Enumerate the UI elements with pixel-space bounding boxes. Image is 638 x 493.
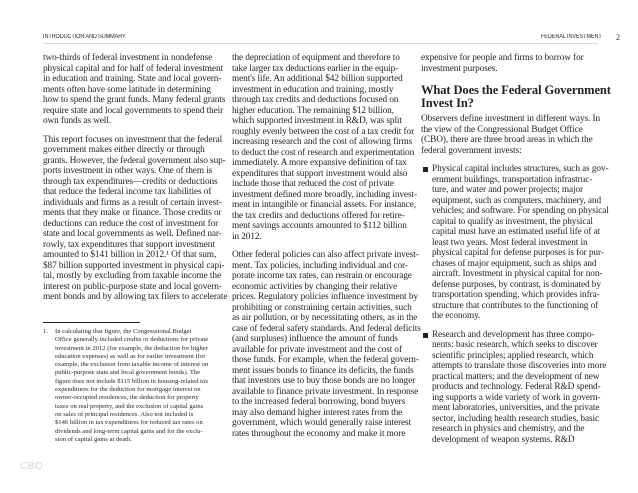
text-line: economic activities by changing their relative — [232, 281, 398, 292]
text-line: may also demand higher interest rates from the — [232, 407, 403, 418]
text-line: Research and development has three compo- — [432, 329, 595, 340]
text-line: ment in intangible or financial assets. For instance, — [232, 200, 416, 210]
text-line: the economy. — [432, 311, 481, 321]
text-line: require state and local governments to spend their — [43, 105, 224, 116]
text-line: capital must have an estimated useful life of at — [432, 227, 601, 237]
bullet-item — [421, 329, 607, 446]
text-line: how to spend the grant funds. Many federal grants — [43, 95, 226, 105]
text-line: deductions can reduce the cost of investment for — [43, 218, 219, 229]
text-line: state and local governments as well. Defined nar- — [43, 229, 222, 239]
text-line: that reduce the federal income tax liabilities of — [43, 187, 212, 197]
text-line: rates throughout the economy and make it more — [232, 428, 406, 439]
text-line: immediately. A more expansive definition of tax — [232, 158, 407, 168]
text-line: dividends and long-term capital gains and for the exclu- — [55, 427, 203, 435]
text-line: case of federal safety standards. And federal deficits — [232, 323, 421, 334]
text-line: include those that reduced the cost of private — [232, 179, 394, 189]
text-line: the tax credits and deductions offered for retire- — [232, 210, 405, 221]
text-line: ernment buildings, transportation infrastruc- — [432, 174, 593, 185]
text-line: example, the exclusion from taxable income of interest on — [55, 361, 209, 369]
running-header-section: INTRODUCTION AND SUMMARY — [43, 34, 126, 40]
text-line: individuals and firms as a result of certain invest- — [43, 197, 222, 208]
footnote-rule — [43, 322, 140, 323]
footnote-number: 1. — [43, 328, 48, 335]
text-line: through tax credits and deductions focused on — [232, 95, 399, 105]
text-line: increasing research and the cost of allowing firms — [232, 137, 413, 147]
footnote-text — [55, 328, 208, 444]
text-line: sector, including health research studies, basic — [432, 413, 600, 424]
text-line: (and surpluses) influence the amount of funds — [232, 334, 398, 344]
text-line: two-thirds of federal investment in nondefense — [43, 53, 213, 63]
text-line: take larger tax deductions earlier in the equip- — [232, 63, 399, 74]
text-line: ments often have some latitude in determining — [43, 84, 211, 95]
text-line: those funds. For example, when the federal govern- — [232, 355, 419, 365]
text-line: expenditures for the deduction for mortgage interest on — [55, 386, 201, 394]
text-line: higher education. The remaining $12 billion, — [232, 105, 394, 116]
text-line: vehicles; and software. For spending on physical — [432, 206, 609, 216]
text-line: expenditures that support investment would also — [232, 168, 408, 179]
text-line: rowly, tax expenditures that support investment — [43, 239, 215, 250]
text-line: Other federal policies can also affect private invest- — [232, 250, 419, 260]
text-line: ment. Tax policies, including individual and cor- — [232, 260, 408, 271]
text-line: tal, mostly by excluding from taxable income the — [43, 271, 221, 281]
text-line: ture, and water and power projects; major — [432, 185, 584, 195]
text-line: amounted to $141 billion in 2012.¹ Of that sum, — [43, 250, 217, 260]
text-line: (CBO), there are three broad areas in which the — [421, 135, 593, 145]
text-line: chases of major equipment, such as ships and — [432, 258, 597, 269]
text-line: ports investment in other ways. One of them is — [43, 166, 213, 176]
header-rule — [43, 43, 598, 44]
text-line: through tax expenditures—credits or deductions — [43, 176, 218, 187]
text-line: prohibiting or constraining certain activities, such — [232, 302, 412, 313]
text-line: scientific principles; applied research, which — [432, 350, 594, 361]
paragraph — [421, 53, 601, 74]
text-line: Observers define investment in different ways. In — [421, 114, 601, 124]
footnote — [43, 328, 208, 444]
running-header-title: FEDERAL INVESTMENT — [541, 34, 602, 40]
text-line: Office generally included credits or deductions for private — [55, 336, 209, 344]
text-line: public-purpose state and local government bonds). The — [55, 369, 201, 377]
text-line: interest on public-purpose state and local govern- — [43, 281, 222, 292]
text-line: in 2012. — [232, 231, 262, 242]
paragraph — [232, 53, 417, 242]
text-line: as air pollution, or by necessitating others, as in the — [232, 313, 418, 323]
text-line: attempts to translate those discoveries into more — [432, 361, 607, 371]
text-line: aircraft. Investment in physical capital for non- — [432, 269, 603, 279]
text-line: ing supports a wide variety of work in govern- — [432, 392, 601, 403]
paragraph — [232, 250, 421, 439]
bullet-item — [421, 164, 609, 322]
bullet-square-icon — [423, 167, 428, 172]
text-line: equipment, such as computers, machinery, and — [432, 195, 602, 206]
text-line: structure that contributes to the functioning of — [432, 300, 599, 311]
text-line: to the increased federal borrowing, bond buyers — [232, 397, 406, 407]
paragraph — [43, 134, 228, 303]
text-line: which supported investment in R&D, was split — [232, 116, 402, 126]
text-line: What Does the Federal Government — [421, 83, 611, 97]
text-line: expensive for people and firms to borrow for — [421, 53, 584, 63]
text-line: government makes either directly or through — [43, 145, 205, 155]
text-line: ment savings accounts amounted to $112 billion — [232, 221, 407, 231]
text-line: least two years. Most federal investment in — [432, 237, 588, 248]
cbo-logo: CBO — [20, 461, 44, 472]
text-line: the depreciation of equipment and therefore to — [232, 53, 400, 63]
bullet-text — [432, 329, 607, 446]
text-line: physical capital and for half of federal investment — [43, 63, 223, 74]
text-line: products and technology. Federal R&D spend- — [432, 382, 601, 392]
text-line: investment defined more broadly, including invest- — [232, 189, 417, 200]
text-line: defense purposes, by contrast, is dominated by — [432, 279, 601, 290]
text-line: prices. Regulatory policies influence investment by — [232, 292, 418, 302]
text-line: available for private investment and the cost of — [232, 344, 402, 355]
text-line: that investors use to buy those bonds are no longer — [232, 376, 416, 386]
text-line: in education and training. State and local govern- — [43, 74, 222, 84]
column-1 — [43, 53, 228, 311]
column-3 — [421, 53, 611, 453]
text-line: Invest In? — [421, 96, 474, 110]
text-line: education expenses) as well as for earlier investment (for — [55, 352, 206, 360]
text-line: available to finance private investment. In response — [232, 386, 419, 397]
text-line: development of weapon systems. R&D — [432, 434, 575, 445]
text-line: nents: basic research, which seeks to discover — [432, 340, 598, 350]
text-line: $146 billion in tax expenditures for reduced tax rates on — [55, 419, 203, 427]
text-line: porate income tax rates, can restrain or encourage — [232, 271, 412, 281]
text-line: ments that they make or finance. Those credits or — [43, 208, 222, 218]
paragraph — [421, 114, 601, 156]
text-line: $87 billion supported investment in physical capi- — [43, 260, 225, 271]
text-line: the view of the Congressional Budget Office — [421, 124, 583, 135]
text-line: roughly evenly between the cost of a tax credit for — [232, 126, 415, 137]
bullet-square-icon — [423, 333, 428, 338]
text-line: transportation spending, which provides infra- — [432, 290, 600, 300]
paragraph — [43, 53, 226, 127]
bullet-text — [432, 164, 609, 322]
text-line: figure does not include $115 billion in housing-related tax — [55, 377, 209, 385]
text-line: practical matters; and the development of new — [432, 371, 600, 382]
text-line: research in physics and chemistry, and the — [432, 424, 585, 434]
text-line: sion of capital gains at death. — [55, 435, 132, 443]
text-line: owner-occupied residences, the deduction for property — [55, 394, 199, 402]
text-line: capital to qualify as investment, the physical — [432, 216, 593, 227]
section-heading — [421, 83, 611, 110]
text-line: grants. However, the federal government also sup- — [43, 155, 226, 166]
text-line: investment purposes. — [421, 63, 498, 74]
text-line: to deduct the cost of research and experimentation — [232, 147, 415, 158]
text-line: ment's life. An additional $42 billion supported — [232, 74, 403, 84]
column-2 — [232, 53, 421, 447]
text-line: federal government invests: — [421, 145, 522, 156]
text-line: taxes on real property, and the exclusion of capital gains — [55, 402, 204, 410]
text-line: This report focuses on investment that the federal — [43, 134, 223, 145]
page-number: 2 — [616, 33, 620, 42]
text-line: on sales of principal residences. Also not included is — [55, 410, 194, 418]
text-line: In calculating that figure, the Congressional Budget — [55, 328, 192, 335]
text-line: ment laboratories, universities, and the private — [432, 403, 600, 413]
text-line: Physical capital includes structures, such as gov- — [432, 164, 609, 174]
text-line: investment in 2012 (for example, the deduction for higher — [55, 344, 208, 352]
text-line: physical capital for defense purposes is for pur- — [432, 248, 604, 258]
text-line: own funds as well. — [43, 116, 111, 126]
text-line: investment in education and training, mostly — [232, 84, 394, 95]
text-line: ment bonds and by allowing tax filers to accelerate — [43, 292, 228, 302]
text-line: ment issues bonds to finance its deficits, the funds — [232, 365, 414, 376]
text-line: government, which would generally raise interest — [232, 418, 412, 428]
